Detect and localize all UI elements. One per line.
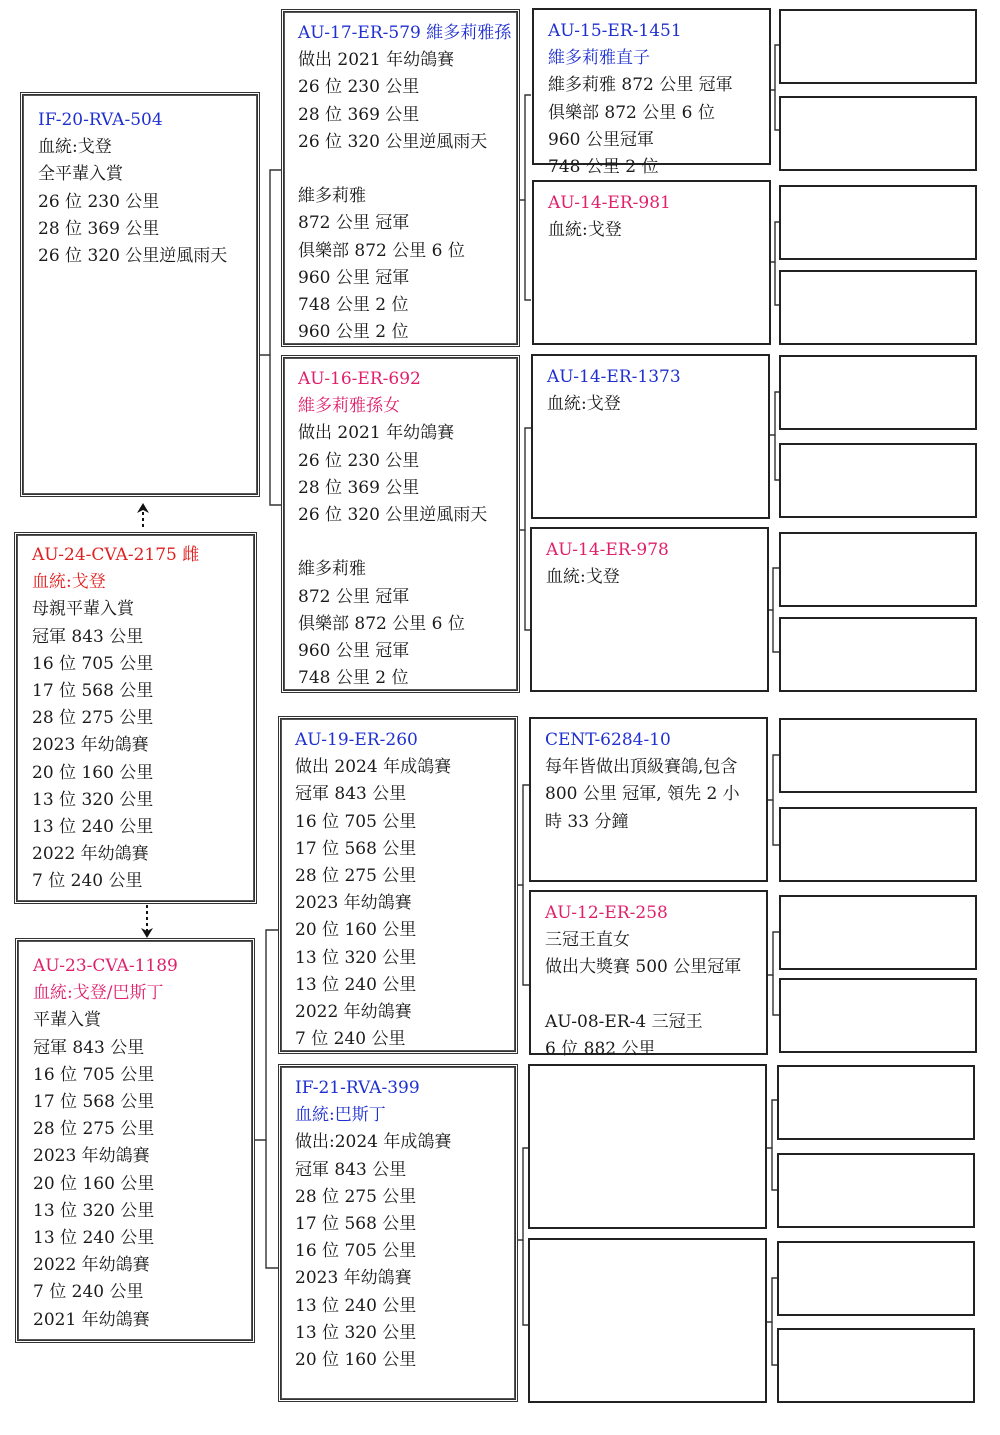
gen3-box-1: [532, 8, 771, 178]
gen3-2-lines: [548, 217, 759, 244]
pedigree-line: 2023 年幼鴿賽: [32, 735, 149, 756]
gen2-4-lines: [295, 1129, 505, 1374]
pedigree-line: 17 位 568 公里: [32, 681, 154, 702]
pedigree-line: 2022 年幼鴿賽: [32, 844, 149, 865]
pedigree-line: 960 公里 冠軍: [298, 641, 410, 662]
pedigree-line: 維多莉雅: [298, 559, 366, 580]
pedigree-line: 維多莉雅直子: [548, 48, 650, 69]
pedigree-line: 2021 年幼鴿賽: [33, 1309, 150, 1330]
subject-lines: [32, 596, 244, 895]
subject-box: [14, 532, 257, 904]
gen4-box: [779, 617, 977, 692]
gen4-box: [779, 532, 977, 607]
pedigree-line: 13 位 320 公里: [32, 789, 154, 810]
pedigree-line: 17 位 568 公里: [295, 1214, 417, 1235]
gen3-box-7: [528, 1064, 767, 1229]
gen3-4-lines: [546, 564, 757, 591]
dam-box: [15, 938, 255, 1343]
pedigree-line: 13 位 240 公里: [32, 817, 154, 838]
pedigree-line: 維多莉雅 872 公里 冠軍: [548, 75, 733, 96]
pedigree-line: 26 位 230 公里: [298, 77, 420, 98]
gen2-2-lines-pink: [298, 393, 507, 420]
gen4-box: [777, 1328, 975, 1403]
pedigree-line: 16 位 705 公里: [33, 1064, 155, 1085]
pedigree-line: 13 位 240 公里: [33, 1228, 155, 1249]
gen2-box-3: [278, 716, 518, 1054]
pedigree-line: 960 公里冠軍: [548, 129, 654, 150]
pedigree-line: 血統:戈登: [32, 572, 106, 593]
pedigree-line: 26 位 230 公里: [298, 450, 420, 471]
gen4-box: [779, 443, 977, 518]
gen3-box-4: [530, 527, 769, 692]
pedigree-line: 20 位 160 公里: [295, 920, 417, 941]
pedigree-line: 做出 2024 年成鴿賽: [295, 757, 452, 778]
gen4-box: [777, 1065, 975, 1140]
gen3-3-lines: [547, 391, 758, 418]
pedigree-line: [298, 156, 507, 183]
subject-lines-red: [32, 569, 244, 596]
gen3-box-6: [529, 890, 768, 1060]
pedigree-line: 16 位 705 公里: [295, 1241, 417, 1262]
sire-lines: [38, 134, 247, 270]
pedigree-line: 平輩入賞: [33, 1010, 101, 1031]
pedigree-line: 20 位 160 公里: [33, 1173, 155, 1194]
dam-lines: [33, 1007, 242, 1333]
pedigree-line: 7 位 240 公里: [32, 871, 143, 892]
pedigree-line: 俱樂部 872 公里 6 位: [298, 613, 465, 634]
gen3-box-8: [528, 1238, 767, 1403]
pedigree-line: 血統:戈登: [548, 220, 622, 241]
pedigree-line: 6 位 882 公里: [545, 1039, 656, 1060]
pedigree-line: 28 位 275 公里: [33, 1119, 155, 1140]
dam-lines-pink: [33, 980, 242, 1007]
pedigree-line: 13 位 240 公里: [295, 974, 417, 995]
gen2-box-4: [278, 1064, 518, 1402]
pedigree-line: 俱樂部 872 公里 6 位: [298, 240, 465, 261]
gen2-2-id: AU-16-ER-692: [298, 369, 421, 389]
pedigree-line: 748 公里 2 位: [548, 157, 659, 178]
pedigree-line: 冠軍 843 公里: [295, 784, 407, 805]
gen4-box: [779, 807, 977, 882]
gen2-box-1: [281, 9, 520, 347]
pedigree-line: 13 位 320 公里: [295, 947, 417, 968]
gen3-4-id: AU-14-ER-978: [546, 540, 669, 560]
gen4-box: [779, 978, 977, 1053]
pedigree-line: 800 公里 冠軍, 領先 2 小: [545, 784, 740, 805]
gen3-6-id: AU-12-ER-258: [545, 903, 668, 923]
pedigree-line: 960 公里 2 位: [298, 322, 409, 343]
gen2-3-lines: [295, 754, 505, 1053]
dam-id: AU-23-CVA-1189: [33, 956, 178, 976]
pedigree-line: 時 33 分鐘: [545, 811, 629, 832]
gen4-box: [779, 895, 977, 970]
gen3-box-5: [529, 717, 768, 882]
pedigree-line: 28 位 369 公里: [298, 104, 420, 125]
pedigree-line: 母親平輩入賞: [32, 599, 134, 620]
pedigree-line: 7 位 240 公里: [33, 1282, 144, 1303]
gen3-2-id: AU-14-ER-981: [548, 193, 671, 213]
gen3-6-lines: [545, 927, 756, 1063]
pedigree-line: 俱樂部 872 公里 6 位: [548, 102, 715, 123]
pedigree-line: 7 位 240 公里: [295, 1029, 406, 1050]
gen3-1-id: AU-15-ER-1451: [548, 21, 682, 41]
pedigree-line: 2022 年幼鴿賽: [33, 1255, 150, 1276]
gen4-box: [779, 355, 977, 430]
pedigree-line: 26 位 320 公里逆風雨天: [298, 131, 488, 152]
pedigree-line: 2023 年幼鴿賽: [295, 1268, 412, 1289]
gen2-4-lines-blue: [295, 1102, 505, 1129]
pedigree-line: 26 位 320 公里逆風雨天: [298, 505, 488, 526]
pedigree-line: 冠軍 843 公里: [295, 1159, 407, 1180]
gen2-1-id: AU-17-ER-579 維多莉雅孫: [298, 23, 512, 43]
gen3-box-2: [532, 180, 771, 345]
pedigree-line: 872 公里 冠軍: [298, 586, 410, 607]
pedigree-line: 748 公里 2 位: [298, 295, 409, 316]
gen3-1-lines-blue: [548, 45, 759, 72]
pedigree-line: 28 位 275 公里: [295, 866, 417, 887]
pedigree-line: 2023 年幼鴿賽: [295, 893, 412, 914]
pedigree-line: 做出大獎賽 500 公里冠軍: [545, 957, 742, 978]
pedigree-line: 13 位 240 公里: [295, 1295, 417, 1316]
pedigree-line: 血統:戈登/巴斯丁: [33, 983, 164, 1004]
sire-id: IF-20-RVA-504: [38, 110, 163, 130]
pedigree-line: 748 公里 2 位: [298, 668, 409, 689]
pedigree-line: 28 位 275 公里: [295, 1186, 417, 1207]
gen4-box: [779, 185, 977, 260]
pedigree-line: 做出:2024 年成鴿賽: [295, 1132, 452, 1153]
pedigree-line: 做出 2021 年幼鴿賽: [298, 50, 455, 71]
gen2-2-lines: [298, 420, 507, 692]
pedigree-line: 血統:巴斯丁: [295, 1105, 386, 1126]
gen2-1-lines: [298, 47, 507, 346]
pedigree-line: 20 位 160 公里: [32, 762, 154, 783]
pedigree-line: 17 位 568 公里: [33, 1092, 155, 1113]
pedigree-line: 血統:戈登: [547, 394, 621, 415]
pedigree-line: 26 位 320 公里逆風雨天: [38, 246, 228, 267]
gen3-5-lines: [545, 754, 756, 836]
gen2-3-id: AU-19-ER-260: [295, 730, 418, 750]
gen4-box: [777, 1241, 975, 1316]
pedigree-line: [545, 982, 756, 1009]
gen2-box-2: [281, 355, 520, 693]
pedigree-line: 維多莉雅孫女: [298, 396, 400, 417]
subject-id: AU-24-CVA-2175 雌: [32, 545, 200, 565]
pedigree-line: 血統:戈登: [546, 567, 620, 588]
pedigree-line: 28 位 275 公里: [32, 708, 154, 729]
pedigree-line: 三冠王直女: [545, 930, 630, 951]
pedigree-line: 17 位 568 公里: [295, 838, 417, 859]
pedigree-line: 28 位 369 公里: [38, 218, 160, 239]
pedigree-line: AU-08-ER-4 三冠王: [545, 1011, 703, 1032]
pedigree-line: 2022 年幼鴿賽: [295, 1002, 412, 1023]
pedigree-line: 13 位 320 公里: [33, 1200, 155, 1221]
pedigree-line: [298, 529, 507, 556]
pedigree-line: 血統:戈登: [38, 137, 112, 158]
gen4-box: [779, 718, 977, 793]
pedigree-line: 960 公里 冠軍: [298, 267, 410, 288]
sire-box: [20, 92, 260, 497]
pedigree-line: 872 公里 冠軍: [298, 213, 410, 234]
gen4-box: [779, 9, 977, 84]
gen2-4-id: IF-21-RVA-399: [295, 1078, 420, 1098]
pedigree-line: 28 位 369 公里: [298, 477, 420, 498]
gen4-box: [779, 96, 977, 171]
pedigree-line: 26 位 230 公里: [38, 191, 160, 212]
pedigree-line: 冠軍 843 公里: [33, 1037, 145, 1058]
gen4-box: [779, 270, 977, 345]
gen3-box-3: [531, 354, 770, 519]
pedigree-line: 13 位 320 公里: [295, 1322, 417, 1343]
gen3-5-id: CENT-6284-10: [545, 730, 671, 750]
pedigree-line: 16 位 705 公里: [295, 811, 417, 832]
pedigree-line: 冠軍 843 公里: [32, 626, 144, 647]
pedigree-line: 16 位 705 公里: [32, 653, 154, 674]
pedigree-line: 做出 2021 年幼鴿賽: [298, 423, 455, 444]
pedigree-line: 20 位 160 公里: [295, 1350, 417, 1371]
gen3-3-id: AU-14-ER-1373: [547, 367, 681, 387]
pedigree-line: 維多莉雅: [298, 186, 366, 207]
pedigree-line: 2023 年幼鴿賽: [33, 1146, 150, 1167]
gen3-1-lines: [548, 72, 759, 181]
pedigree-line: 每年皆做出頂級賽鴿,包含: [545, 757, 738, 778]
gen4-box: [777, 1153, 975, 1228]
pedigree-line: 全平輩入賞: [38, 164, 123, 185]
